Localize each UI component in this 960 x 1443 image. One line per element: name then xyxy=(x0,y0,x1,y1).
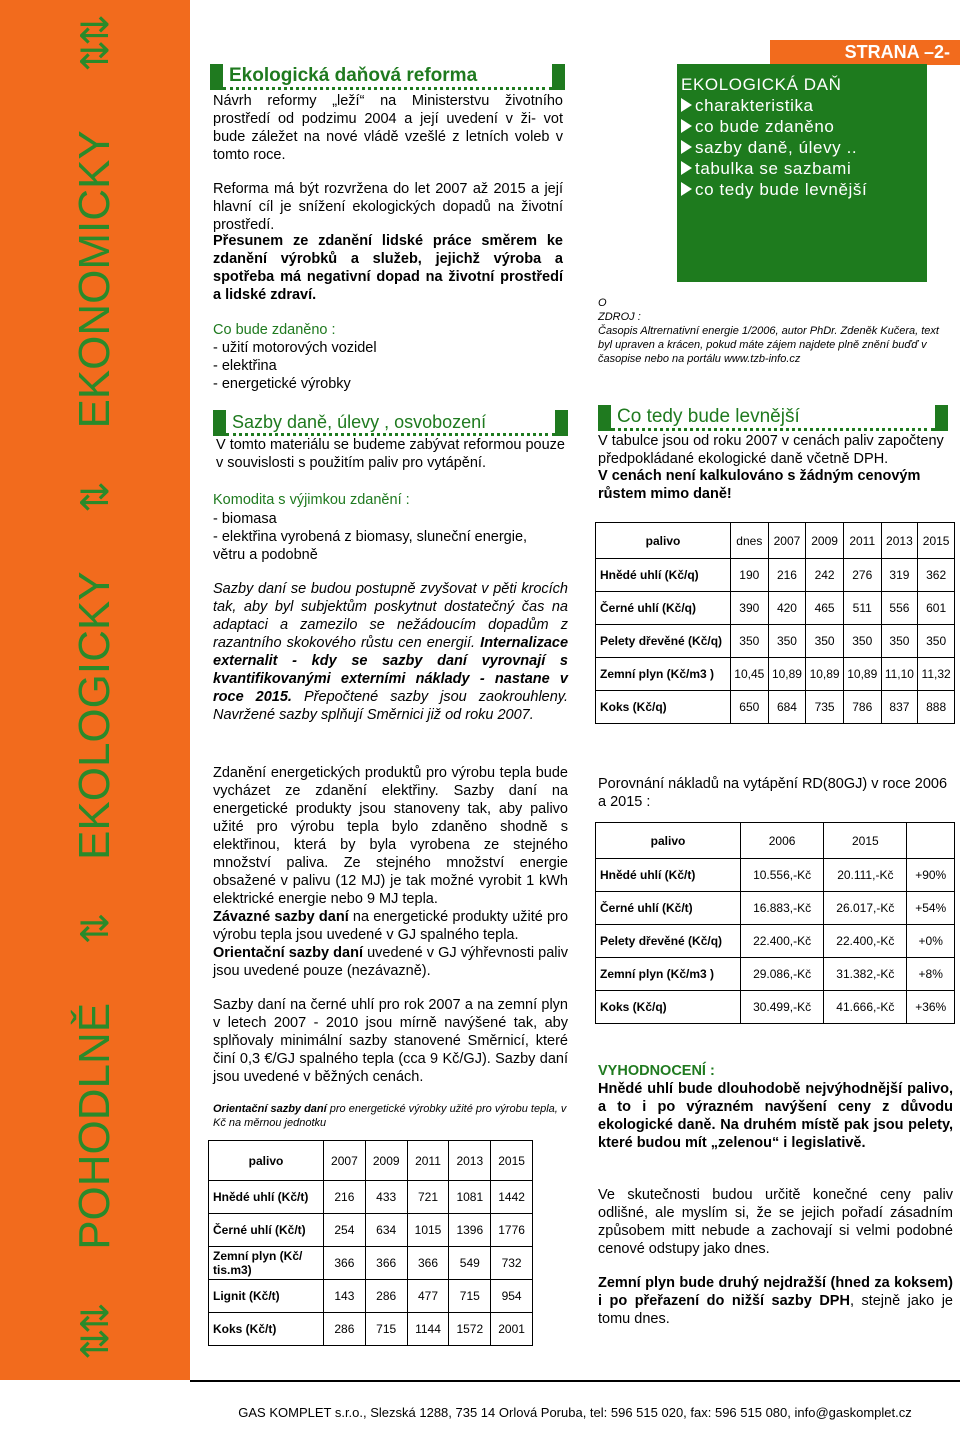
table-cell: 350 xyxy=(731,625,769,658)
section-heading-rates xyxy=(213,410,568,436)
table-row xyxy=(209,1214,533,1247)
heading-block xyxy=(935,405,948,431)
energy-paragraph xyxy=(213,764,568,980)
table-row-label: Koks (Kč/t) xyxy=(209,1313,324,1346)
table-header-cell: 2009 xyxy=(806,523,844,559)
box-item xyxy=(681,179,927,200)
cheaper-note: V cenách není kalkulováno s žádným cenovým růstem mimo daně! xyxy=(598,468,921,502)
table-header-cell: 2007 xyxy=(768,523,806,559)
table-cell: 1776 xyxy=(491,1214,533,1247)
sidebar xyxy=(0,0,190,1380)
source-text: Časopis Altrernativní energie 1/2006, autor PhDr. Zdeněk Kučera, text byl upraven a krácen, pokud máte zájem najdete plně znění buďď v časopise nebo na portálu www.tzb-info.cz xyxy=(598,325,939,365)
arrows-icon: ⇅⇅ xyxy=(74,1308,117,1360)
heading-block xyxy=(210,64,223,90)
table-header-cell: 2006 xyxy=(741,823,824,859)
italic-text-2: Internalizace externalit - kdy se sazby daní vyrovnají s kvantifikovanými externími náklady - nastane v roce 2015. xyxy=(213,635,569,705)
table-row xyxy=(596,892,955,925)
table-cell: 319 xyxy=(881,559,918,592)
table-header-cell: dnes xyxy=(731,523,769,559)
caption-text: pro energetické výrobky užité pro výrobu tepla, v Kč na měrnou jednotku xyxy=(213,1103,567,1129)
table-cell: 22.400,-Kč xyxy=(741,925,824,958)
sidebar-word-2: EKOLOGICKY xyxy=(70,571,119,860)
table-row-label: Černé uhlí (Kč/t) xyxy=(596,892,741,925)
box-item-label: charakteristika xyxy=(695,96,814,115)
table-row xyxy=(596,691,955,724)
table-cell: 242 xyxy=(806,559,844,592)
table-cell: 10,45 xyxy=(731,658,769,691)
table-cell: 2001 xyxy=(491,1313,533,1346)
box-item xyxy=(681,137,927,158)
italic-paragraph xyxy=(213,580,568,724)
triangle-right-icon xyxy=(681,182,692,196)
table-row xyxy=(596,859,955,892)
binding-rates-label: Závazné sazby daní xyxy=(213,909,349,925)
table-row-label: Zemní plyn (Kč/m3 ) xyxy=(596,658,731,691)
box-item-label: tabulka se sazbami xyxy=(695,159,852,178)
section-title: Sazby daně, úlevy , osvobození xyxy=(226,411,555,436)
table-header-cell: 2013 xyxy=(881,523,918,559)
table-cell: 286 xyxy=(365,1280,407,1313)
table-cell: 190 xyxy=(731,559,769,592)
table-row-label: Zemní plyn (Kč/m3 ) xyxy=(596,958,741,991)
table-cell: 350 xyxy=(806,625,844,658)
table-cell: 684 xyxy=(768,691,806,724)
heading-block xyxy=(598,405,611,431)
footer xyxy=(190,1380,960,1443)
gas-text: , stejně jako je tomu dnes. xyxy=(598,1293,953,1327)
table-header-cell: 2011 xyxy=(407,1141,449,1181)
table-header-cell: 2015 xyxy=(824,823,907,859)
table-row-label: Lignit (Kč/t) xyxy=(209,1280,324,1313)
table-cell: 10.556,-Kč xyxy=(741,859,824,892)
binding-rates-text: na energetické produkty užité pro výrobu tepla jsou uvedené v GJ spalného tepla. xyxy=(213,909,569,943)
table-row xyxy=(596,925,955,958)
table-cell: 350 xyxy=(881,625,918,658)
table-cell: 286 xyxy=(324,1313,366,1346)
table-cell: 366 xyxy=(324,1247,366,1280)
table-cell: 465 xyxy=(806,592,844,625)
table-cell: 20.111,-Kč xyxy=(824,859,907,892)
list-item: - elektřina xyxy=(213,358,277,374)
box-item xyxy=(681,158,927,179)
box-item-label: sazby daně, úlevy .. xyxy=(695,138,858,157)
table-cell: 16.883,-Kč xyxy=(741,892,824,925)
table-header-cell: palivo xyxy=(209,1141,324,1181)
table-cell: 721 xyxy=(407,1181,449,1214)
table-row-label: Zemní plyn (Kč/ tis.m3) xyxy=(209,1247,324,1280)
table-header-row xyxy=(209,1141,533,1181)
table-row xyxy=(209,1247,533,1280)
table-header-cell: 2013 xyxy=(449,1141,491,1181)
table-row xyxy=(209,1280,533,1313)
topic-box xyxy=(677,64,927,282)
table-row-label: Hnědé uhlí (Kč/t) xyxy=(596,859,741,892)
page-label: STRANA –2- xyxy=(770,40,960,65)
sidebar-vertical-text xyxy=(55,20,135,1360)
table-header-cell: 2007 xyxy=(324,1141,366,1181)
table-cell: 735 xyxy=(806,691,844,724)
gas-paragraph xyxy=(598,1274,953,1328)
table-header-cell: 2015 xyxy=(918,523,955,559)
table-cell: 26.017,-Kč xyxy=(824,892,907,925)
list-item: - užití motorových vozidel xyxy=(213,340,377,356)
table-cell: 10,89 xyxy=(843,658,881,691)
table-cell: 366 xyxy=(407,1247,449,1280)
evaluation-paragraph: Hnědé uhlí bude dlouhodobě nejvýhodnější palivo, a to i po výrazném navýšení ceny z důvodu ekologické daně. Na druhém místě pak jsou pelety, které budou mít „zelenou“ i legislativě. xyxy=(598,1081,953,1151)
table-cell: 634 xyxy=(365,1214,407,1247)
table-cell: 216 xyxy=(324,1181,366,1214)
box-item-label: co tedy bude levnější xyxy=(695,180,868,199)
intro-paragraph: Návrh reformy „leží“ na Ministerstvu životního prostředí od podzimu 2004 a její uvedení v ži- vot bude záležet na nové vládě vzešlé z letních voleb v tomto roce. xyxy=(213,93,563,163)
tax-rates-table xyxy=(208,1140,533,1346)
table-caption xyxy=(213,1102,568,1130)
goal-paragraph: Reforma má být rozvržena do let 2007 až 2015 a její hlavní cíl je snížení ekologických dopadů na životní prostředí. xyxy=(213,181,563,233)
table-cell: 366 xyxy=(365,1247,407,1280)
cost-comparison-table xyxy=(595,822,955,1024)
table-cell: 715 xyxy=(365,1313,407,1346)
table-row xyxy=(596,658,955,691)
table-row-label: Hnědé uhlí (Kč/q) xyxy=(596,559,731,592)
source-o: O xyxy=(598,297,607,309)
exempt-heading: Komodita s výjimkou zdanění : xyxy=(213,492,410,508)
table-cell: 350 xyxy=(918,625,955,658)
orientation-rates-label: Orientační sazby daní xyxy=(213,945,363,961)
cheaper-paragraph: V tabulce jsou od roku 2007 v cenách paliv započteny předpokládané ekologické daně včetně DPH. xyxy=(598,433,944,467)
heading-block xyxy=(213,410,226,436)
table-cell: 11,10 xyxy=(881,658,918,691)
table-header-row xyxy=(596,523,955,559)
box-item-label: co bude zdaněno xyxy=(695,117,835,136)
table-cell: 786 xyxy=(843,691,881,724)
table-cell: 549 xyxy=(449,1247,491,1280)
table-cell: 1144 xyxy=(407,1313,449,1346)
table-row-label: Pelety dřevěné (Kč/q) xyxy=(596,925,741,958)
table-row xyxy=(596,991,955,1024)
taxed-list xyxy=(213,339,563,393)
list-item: - biomasa xyxy=(213,511,277,527)
table-row xyxy=(209,1313,533,1346)
triangle-right-icon xyxy=(681,119,692,133)
table-row xyxy=(596,958,955,991)
heading-block xyxy=(552,64,565,90)
box-item xyxy=(681,95,927,116)
table-row-label: Černé uhlí (Kč/q) xyxy=(596,592,731,625)
table-row xyxy=(596,625,955,658)
orientation-rates-text: uvedené v GJ výhřevnosti paliv jsou uvedené pouze (nezávazně). xyxy=(213,945,568,979)
taxed-heading: Co bude zdaněno : xyxy=(213,322,336,338)
table-cell: 837 xyxy=(881,691,918,724)
table-cell: 1572 xyxy=(449,1313,491,1346)
heading-block xyxy=(555,410,568,436)
table-cell: 715 xyxy=(449,1280,491,1313)
section-title: Ekologická daňová reforma xyxy=(223,65,552,90)
table-cell: 10,89 xyxy=(806,658,844,691)
table-cell: 254 xyxy=(324,1214,366,1247)
source-label: ZDROJ : xyxy=(598,311,641,323)
table-cell: 1396 xyxy=(449,1214,491,1247)
table-cell: 1442 xyxy=(491,1181,533,1214)
italic-text-1: Sazby daní se budou postupně zvyšovat v pěti krocích tak, aby byl subjektům poskytnut dostatečný čas na adaptaci a zamezilo se nežádoucím dopadům z razantního skokového růstu cen energií. xyxy=(213,581,568,651)
table-cell: +54% xyxy=(907,892,955,925)
table-cell: 216 xyxy=(768,559,806,592)
caption-bold: Orientační sazby daní xyxy=(213,1103,327,1115)
table-cell: 350 xyxy=(843,625,881,658)
table-header-cell: 2011 xyxy=(843,523,881,559)
table-cell: 390 xyxy=(731,592,769,625)
table-header-cell xyxy=(907,823,955,859)
table-row-label: Hnědé uhlí (Kč/t) xyxy=(209,1181,324,1214)
energy-text: Zdanění energetických produktů pro výrobu tepla bude vycházet ze zdanění elektřiny. Sazby daní na energetické produkty jsou stanoveny tak, aby palivo užité pro výrobu tepla bylo zdaněno shodně s elektřinou, která by byla vyrobena ze stejného množství paliva. Ze stejného množství energie obsažené v palivu (12 MJ) je tak možné vyrobit 1 kWh elektrické energie nebo 9 MJ tepla. xyxy=(213,765,568,907)
table-cell: 11,32 xyxy=(918,658,955,691)
table-cell: +90% xyxy=(907,859,955,892)
table-cell: 1015 xyxy=(407,1214,449,1247)
arrows-icon: ⇅⇅ xyxy=(74,20,117,72)
sidebar-word-1: POHODLNĚ xyxy=(70,1002,119,1250)
table-header-cell: 2015 xyxy=(491,1141,533,1181)
table-cell: 888 xyxy=(918,691,955,724)
table-row-label: Koks (Kč/q) xyxy=(596,991,741,1024)
italic-text-3: Přepočtené sazby jsou zaokrouhleny. Navržené sazby splňují Směrnici již od roku 2007. xyxy=(213,689,568,723)
table-row xyxy=(596,559,955,592)
table-cell: 477 xyxy=(407,1280,449,1313)
price-table xyxy=(595,522,955,724)
table-row-label: Pelety dřevěné (Kč/q) xyxy=(596,625,731,658)
table-cell: 22.400,-Kč xyxy=(824,925,907,958)
coal-gas-paragraph: Sazby daní na černé uhlí pro rok 2007 a na zemní plyn v letech 2007 - 2010 jsou mírně navýšené tak, aby splňovaly minimální sazby stanovené Směrnicí, které činí 0,3 €/GJ spalného tepla (cca 9 Kč/GJ). Sazby daní jsou uvedené v běžných cenách. xyxy=(213,997,568,1085)
table-cell: 650 xyxy=(731,691,769,724)
arrows-icon: ⇅ xyxy=(74,918,117,945)
table-cell: 350 xyxy=(768,625,806,658)
table-row-label: Koks (Kč/q) xyxy=(596,691,731,724)
table-cell: +0% xyxy=(907,925,955,958)
box-item xyxy=(681,116,927,137)
reality-paragraph: Ve skutečnosti budou určitě konečné ceny paliv odlišné, ale myslím si, že se jejich pořadí zásadním způsobem mitt nebude a zachovají si velmi podobné cenové odstupy jako dnes. xyxy=(598,1187,953,1257)
list-item: - elektřina vyrobená z biomasy, sluneční energie, větru a podobně xyxy=(213,529,528,563)
table-cell: 954 xyxy=(491,1280,533,1313)
table-cell: 601 xyxy=(918,592,955,625)
section-title: Co tedy bude levnější xyxy=(611,406,935,431)
triangle-right-icon xyxy=(681,140,692,154)
table-cell: 30.499,-Kč xyxy=(741,991,824,1024)
table-cell: 31.382,-Kč xyxy=(824,958,907,991)
exempt-list xyxy=(213,510,563,564)
box-title: EKOLOGICKÁ DAŇ xyxy=(681,75,842,94)
table-header-cell: palivo xyxy=(596,823,741,859)
table-cell: 143 xyxy=(324,1280,366,1313)
table-cell: 1081 xyxy=(449,1181,491,1214)
section-heading-cheaper xyxy=(598,405,948,431)
table-cell: 276 xyxy=(843,559,881,592)
rates-paragraph: V tomto materiálu se budeme zabývat reformou pouze v souvislosti s použitím paliv pro vytápění. xyxy=(216,437,565,471)
table-header-row xyxy=(596,823,955,859)
table-row xyxy=(209,1181,533,1214)
table-cell: 420 xyxy=(768,592,806,625)
footer-contact: GAS KOMPLET s.r.o., Slezská 1288, 735 14 Orlová Poruba, tel: 596 515 020, fax: 596 515 080, info@gaskomplet.cz xyxy=(238,1405,912,1420)
table-cell: 433 xyxy=(365,1181,407,1214)
table-cell: 41.666,-Kč xyxy=(824,991,907,1024)
table-cell: 511 xyxy=(843,592,881,625)
table-cell: 362 xyxy=(918,559,955,592)
table-cell: 29.086,-Kč xyxy=(741,958,824,991)
table-row-label: Černé uhlí (Kč/t) xyxy=(209,1214,324,1247)
table-row xyxy=(596,592,955,625)
table-cell: 556 xyxy=(881,592,918,625)
table-header-cell: palivo xyxy=(596,523,731,559)
table-cell: 10,89 xyxy=(768,658,806,691)
evaluation-heading: VYHODNOCENÍ : xyxy=(598,1063,715,1079)
triangle-right-icon xyxy=(681,161,692,175)
sidebar-word-3: EKONOMICKY xyxy=(70,130,119,429)
table-cell: +36% xyxy=(907,991,955,1024)
shift-paragraph: Přesunem ze zdanění lidské práce směrem ke zdanění výrobků a služeb, jejichž výroba a spotřeba má negativní dopad na životní prostředí a lidské zdraví. xyxy=(213,233,563,303)
table-cell: +8% xyxy=(907,958,955,991)
table-cell: 732 xyxy=(491,1247,533,1280)
table-header-cell: 2009 xyxy=(365,1141,407,1181)
triangle-right-icon xyxy=(681,98,692,112)
section-heading-reform xyxy=(210,64,565,90)
source-block xyxy=(598,296,953,366)
list-item: - energetické výrobky xyxy=(213,376,351,392)
compare-paragraph: Porovnání nákladů na vytápění RD(80GJ) v roce 2006 a 2015 : xyxy=(598,776,948,810)
arrows-icon: ⇅ xyxy=(74,487,117,513)
gas-bold: Zemní plyn bude druhý nejdražší (hned za koksem) i po přeřazení do nižší sazby DPH xyxy=(598,1275,953,1309)
